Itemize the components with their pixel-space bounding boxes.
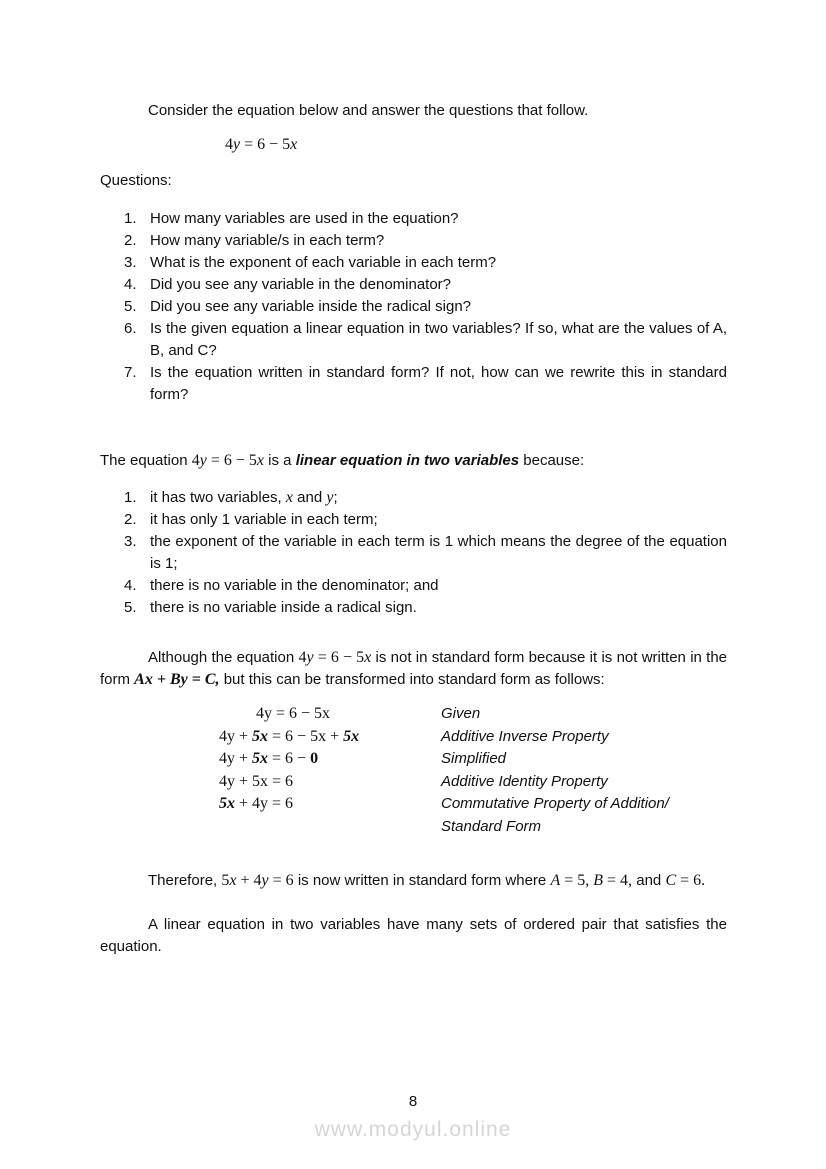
reason-cell: Given <box>441 705 481 722</box>
reason-number: 1. <box>124 489 137 506</box>
table-row <box>219 703 727 726</box>
question-number: 6. <box>124 320 137 337</box>
reason-cell: Simplified <box>441 750 507 767</box>
question-item <box>100 252 727 274</box>
equation-cell: 4y + 5x = 6 <box>219 772 294 790</box>
table-row <box>219 771 727 794</box>
page-number: 8 <box>408 1093 418 1110</box>
reason-item <box>100 575 727 597</box>
display-equation: 4y = 6 − 5x <box>225 136 298 153</box>
reason-number: 3. <box>124 533 137 550</box>
reason-line: Commutative Property of Addition/ <box>441 795 669 812</box>
reason-text: it has two variables, x and y; <box>150 489 338 506</box>
equation-cell: 4y = 6 − 5x <box>256 705 331 722</box>
question-text: Did you see any variable in the denominator? <box>150 276 452 293</box>
equation-cell: 4y + 5x = 6 − 5x + 5x <box>219 727 360 745</box>
table-row <box>219 726 727 749</box>
although-paragraph: Although the equation 4y = 6 − 5x is not in standard form because it is not written in the form Ax + By = C, but this can be transformed into standard form as follows: <box>100 649 728 688</box>
reason-line: Standard Form <box>441 817 542 835</box>
reason-cell <box>441 793 727 838</box>
table-row <box>219 748 727 771</box>
reason-cell: Additive Inverse Property <box>441 727 609 745</box>
question-text: Is the equation written in standard form? If not, how can we rewrite this in standard form? <box>150 364 727 403</box>
reason-text: there is no variable in the denominator; and <box>150 577 439 594</box>
question-item <box>100 318 727 362</box>
equation-cell: 5x + 4y = 6 <box>219 795 294 812</box>
question-number: 4. <box>124 276 137 293</box>
question-item <box>100 296 727 318</box>
intro-paragraph: Consider the equation below and answer the questions that follow. <box>148 102 589 119</box>
reason-number: 5. <box>124 599 137 616</box>
question-text: How many variable/s in each term? <box>150 232 385 249</box>
question-number: 5. <box>124 298 137 315</box>
closing-paragraph: A linear equation in two variables have many sets of ordered pair that satisfies the equation. <box>100 916 727 955</box>
therefore-paragraph: Therefore, 5x + 4y = 6 is now written in standard form where A = 5, B = 4, and C = 6. <box>148 872 706 889</box>
equation-cell: 4y + 5x = 6 − 0 <box>219 750 319 767</box>
transformation-table <box>219 703 727 838</box>
claim-paragraph: The equation 4y = 6 − 5x is a linear equation in two variables because: <box>100 452 585 469</box>
question-item <box>100 274 727 296</box>
question-item <box>100 362 727 406</box>
page-content <box>100 100 727 958</box>
reason-item <box>100 531 727 575</box>
reason-item <box>100 597 727 619</box>
question-text: What is the exponent of each variable in each term? <box>150 254 497 271</box>
reason-number: 4. <box>124 577 137 594</box>
reason-item <box>100 487 727 509</box>
reason-item <box>100 509 727 531</box>
reason-text: it has only 1 variable in each term; <box>150 511 378 528</box>
reason-cell: Additive Identity Property <box>441 772 608 790</box>
question-text: Did you see any variable inside the radical sign? <box>150 298 472 315</box>
reasons-list <box>100 487 727 619</box>
question-text: Is the given equation a linear equation in two variables? If so, what are the values of A, B, and C? <box>150 320 727 359</box>
website-watermark: www.modyul.online <box>314 1118 512 1141</box>
question-item <box>100 208 727 230</box>
questions-heading: Questions: <box>100 172 172 189</box>
reason-number: 2. <box>124 511 137 528</box>
question-text: How many variables are used in the equation? <box>150 210 459 227</box>
question-item <box>100 230 727 252</box>
question-number: 2. <box>124 232 137 249</box>
question-number: 1. <box>124 210 137 227</box>
reason-text: the exponent of the variable in each term is 1 which means the degree of the equation is 1; <box>150 533 727 572</box>
questions-list <box>100 208 727 406</box>
question-number: 3. <box>124 254 137 271</box>
table-row <box>219 793 727 838</box>
question-number: 7. <box>124 364 137 381</box>
reason-text: there is no variable inside a radical sign. <box>150 599 417 616</box>
